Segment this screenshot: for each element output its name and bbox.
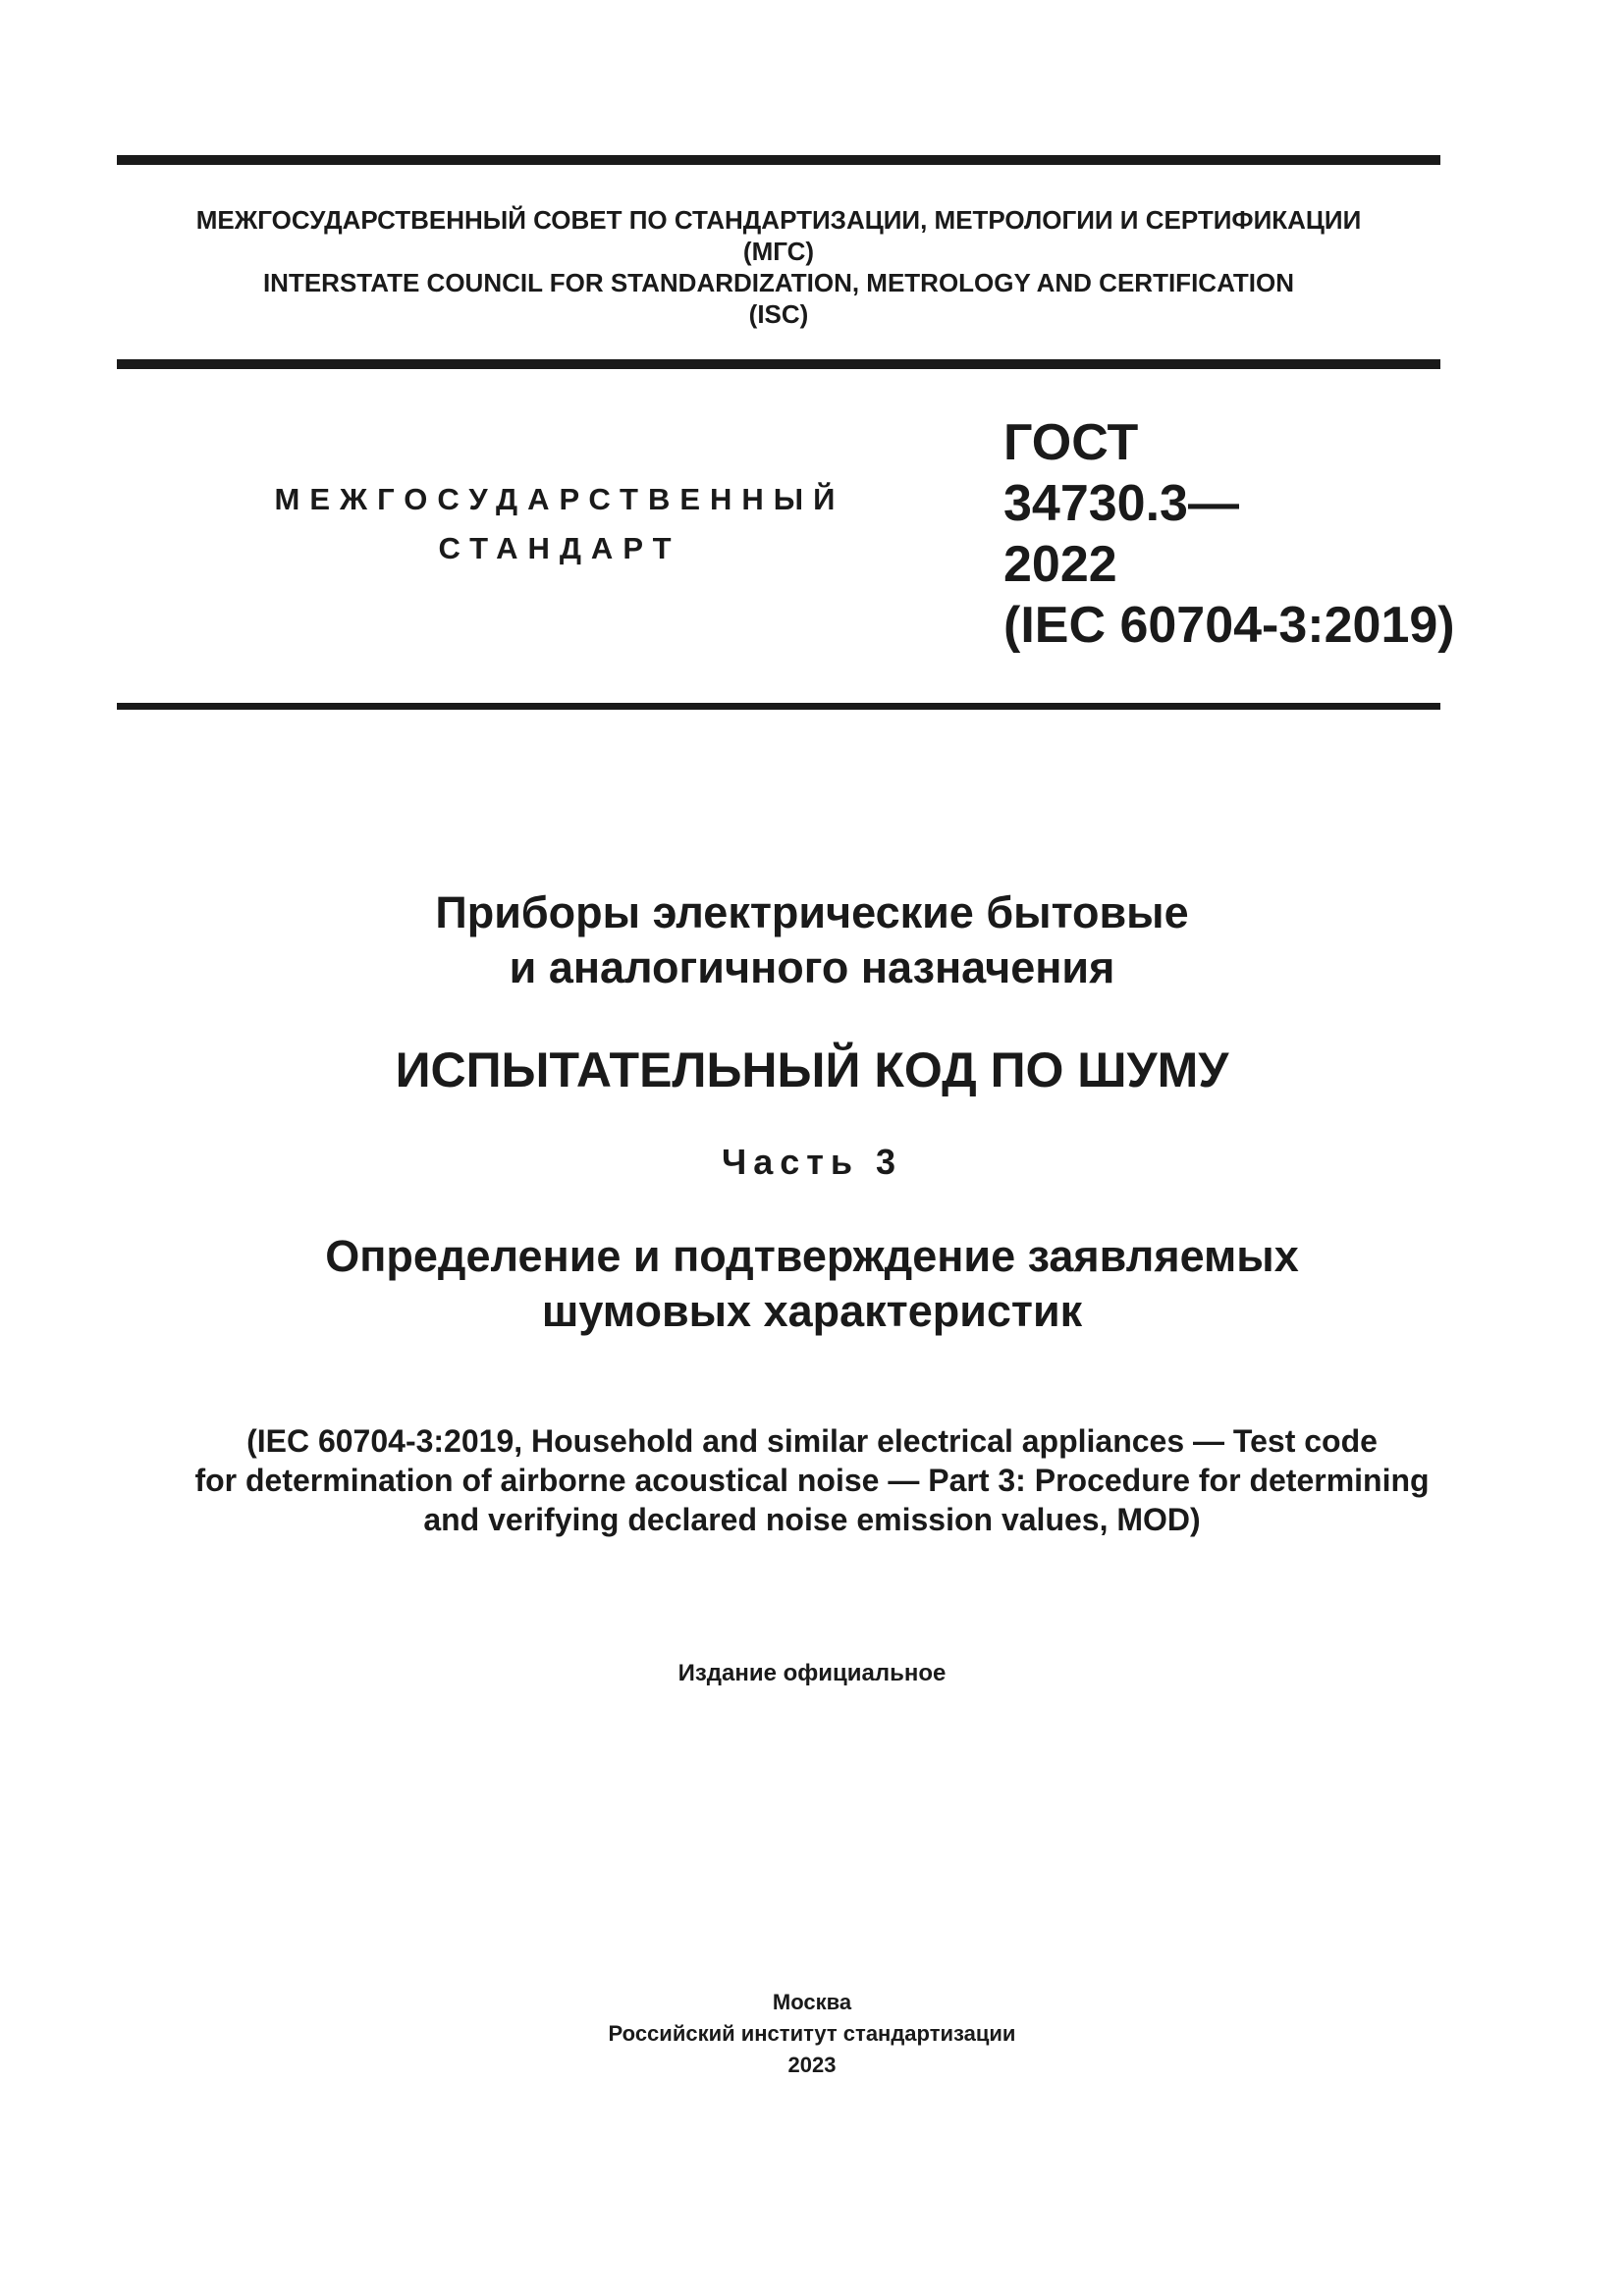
publisher-year: 2023: [787, 2053, 837, 2077]
iec-reference-line1: (IEC 60704-3:2019, Household and similar electrical appliances — Test code: [246, 1423, 1378, 1459]
edition-text: Издание официальное: [677, 1660, 947, 1686]
publisher-city: Москва: [772, 1990, 852, 2014]
standard-type: [167, 475, 952, 573]
iec-reference: [0, 1421, 1624, 1539]
category-line1: Приборы электрические бытовые: [435, 887, 1189, 937]
bottom-rule: [117, 703, 1440, 710]
part-label: [0, 1141, 1624, 1184]
council-abbr-ru: (МГС): [742, 237, 815, 266]
council-header: [117, 204, 1440, 330]
main-title: ИСПЫТАТЕЛЬНЫЙ КОД ПО ШУМУ: [395, 1042, 1229, 1097]
standard-type-line1: МЕЖГОСУДАРСТВЕННЫЙ: [274, 482, 845, 516]
subtitle-line2: шумовых характеристик: [541, 1286, 1083, 1336]
iec-reference-line3: and verifying declared noise emission values, MOD): [423, 1502, 1201, 1537]
gost-iec-equivalent: (IEC 60704-3:2019): [1003, 597, 1455, 654]
document-title: [0, 1041, 1624, 1099]
subtitle-line1: Определение и подтверждение заявляемых: [325, 1231, 1299, 1281]
part-number: Часть 3: [721, 1142, 903, 1182]
top-rule: [117, 155, 1440, 165]
category-line2: и аналогичного назначения: [509, 942, 1115, 992]
iec-reference-line2: for determination of airborne acoustical noise — Part 3: Procedure for determining: [194, 1463, 1430, 1498]
gost-number: 34730.3—: [1003, 475, 1239, 532]
gost-label: ГОСТ: [1003, 414, 1139, 471]
document-subtitle: [0, 1229, 1624, 1339]
publisher-institute: Российский институт стандартизации: [608, 2021, 1016, 2046]
gost-designation: [1003, 412, 1455, 656]
middle-rule: [117, 359, 1440, 369]
standard-type-line2: СТАНДАРТ: [438, 531, 681, 565]
gost-year: 2022: [1003, 536, 1117, 593]
council-name-ru: МЕЖГОСУДАРСТВЕННЫЙ СОВЕТ ПО СТАНДАРТИЗАЦИИ, МЕТРОЛОГИИ И СЕРТИФИКАЦИИ: [195, 205, 1362, 235]
publisher-block: [0, 1987, 1624, 2081]
edition-note: [0, 1659, 1624, 1688]
council-abbr-en: (ISC): [748, 299, 809, 329]
document-category: [0, 885, 1624, 995]
council-name-en: INTERSTATE COUNCIL FOR STANDARDIZATION, METROLOGY AND CERTIFICATION: [262, 268, 1295, 297]
